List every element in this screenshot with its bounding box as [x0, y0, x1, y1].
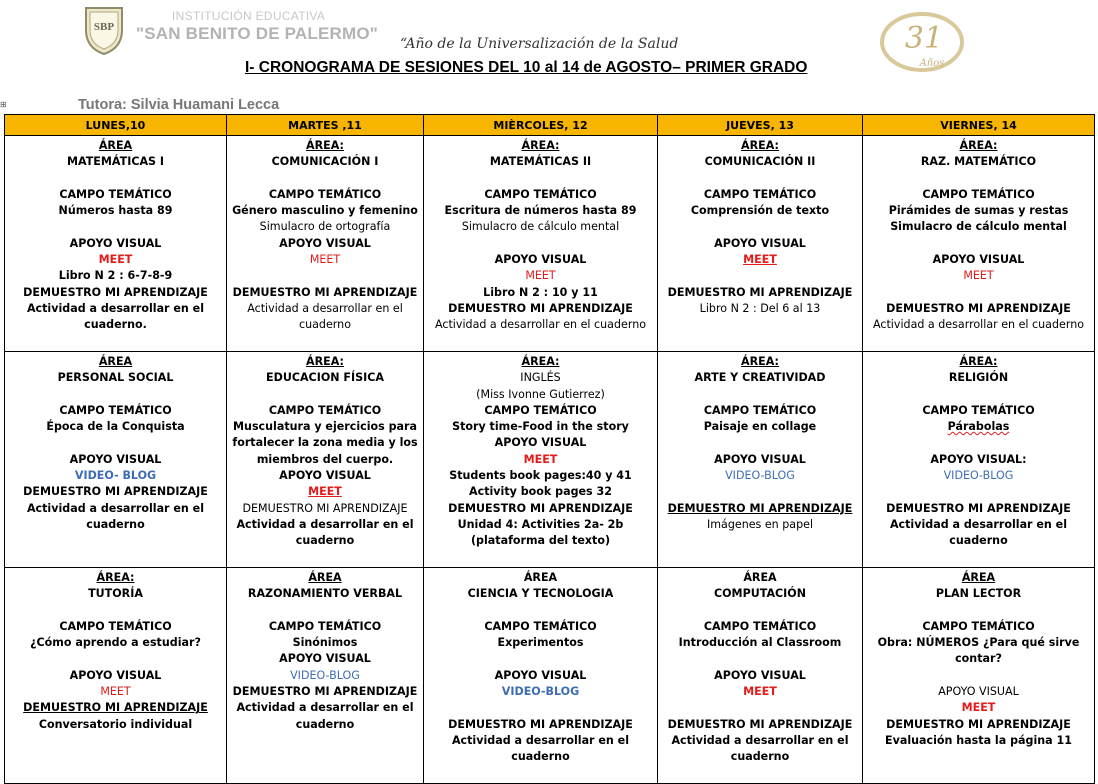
campo-label: CAMPO TEMÁTICO [268, 187, 382, 201]
area-name: COMUNICACIÓN I [271, 155, 379, 169]
area-name: ARTE Y CREATIVIDAD [694, 371, 826, 385]
session-cell [227, 136, 424, 352]
area-label: ÁREA [743, 571, 777, 584]
activity-text: Actividad a desarrollar en el cuaderno [671, 733, 849, 764]
demuestro-label: DEMUESTRO MI APRENDIZAJE [886, 501, 1071, 515]
area-name: CIENCIA Y TECNOLOGIA [467, 587, 614, 601]
campo-topic: Números hasta 89 [58, 204, 173, 218]
campo-topic: ¿Cómo aprendo a estudiar? [30, 636, 201, 650]
apoyo-label: APOYO VISUAL [932, 253, 1025, 267]
anniversary-badge [876, 10, 972, 74]
apoyo-label: APOYO VISUAL [938, 685, 1019, 699]
area-name: PLAN LECTOR [935, 587, 1022, 601]
apoyo-label: APOYO VISUAL [494, 668, 587, 682]
apoyo-value: MEET [743, 253, 777, 267]
campo-topic-extra: Simulacro de cálculo mental [461, 220, 620, 234]
session-cell [227, 352, 424, 568]
campo-label: CAMPO TEMÁTICO [268, 619, 382, 633]
school-crest-logo [82, 4, 126, 56]
campo-label: CAMPO TEMÁTICO [484, 619, 597, 633]
apoyo-label: APOYO VISUAL [714, 236, 806, 250]
area-name: INGLÉS [520, 371, 561, 385]
institution-label: INSTITUCIÓN EDUCATIVA [172, 9, 326, 23]
apoyo-value: MEET [98, 253, 133, 267]
badge-number: 31 [904, 21, 944, 56]
area-label: ÁREA: [521, 355, 560, 368]
year-motto: “Año de la Universalización de la Salud [400, 36, 679, 52]
day-header: MIÈRCOLES, 12 [424, 115, 658, 136]
apoyo-label: APOYO VISUAL [279, 469, 371, 483]
schedule-table [4, 114, 1095, 784]
apoyo-label: APOYO VISUAL [69, 668, 162, 682]
activity-text: Imágenes en papel [706, 517, 814, 531]
crest-letters: SBP [93, 21, 115, 33]
area-label: ÁREA: [306, 139, 344, 152]
area-label: ÁREA: [959, 139, 998, 152]
campo-label: CAMPO TEMÁTICO [922, 403, 1035, 417]
area-name: COMUNICACIÓN II [704, 155, 816, 169]
campo-label: CAMPO TEMÁTICO [484, 187, 597, 201]
apoyo-value: MEET [743, 685, 777, 699]
campo-label: CAMPO TEMÁTICO [59, 403, 172, 417]
area-name: MATEMÁTICAS II [489, 155, 592, 169]
apoyo-label: APOYO VISUAL [69, 236, 162, 250]
campo-label: CAMPO TEMÁTICO [703, 187, 817, 201]
day-header: JUEVES, 13 [658, 115, 863, 136]
book-pages: Libro N 2 : 6-7-8-9 [58, 269, 173, 283]
campo-label: CAMPO TEMÁTICO [922, 187, 1035, 201]
campo-topic: Comprensión de texto [690, 204, 830, 218]
apoyo-label: APOYO VISUAL [69, 452, 162, 466]
activity-text: Actividad a desarrollar en el cuaderno. [26, 301, 205, 332]
demuestro-label: DEMUESTRO MI APRENDIZAJE [667, 501, 853, 515]
activity-text: Evaluación hasta la página 11 [885, 733, 1072, 747]
session-cell [863, 568, 1095, 784]
demuestro-label: DEMUESTRO MI APRENDIZAJE [667, 285, 853, 299]
apoyo-label: APOYO VISUAL [494, 436, 587, 450]
apoyo-value: MEET [309, 253, 341, 267]
activity-text: Libro N 2 : Del 6 al 13 [699, 301, 821, 315]
demuestro-label: DEMUESTRO MI APRENDIZAJE [23, 701, 208, 715]
apoyo-value: MEET [525, 269, 556, 283]
apoyo-value: MEET [100, 685, 131, 699]
area-name: COMPUTACIÓN [713, 587, 807, 601]
campo-topic: Experimentos [497, 636, 584, 650]
campo-topic: Pirámides de sumas y restas [888, 204, 1069, 218]
campo-label: CAMPO TEMÁTICO [703, 619, 817, 633]
apoyo-value: VIDEO-BLOG [290, 668, 360, 682]
day-header-row [5, 115, 1095, 136]
apoyo-value: MEET [963, 269, 994, 283]
area-name: TUTORÍA [88, 587, 143, 601]
demuestro-label: DEMUESTRO MI APRENDIZAJE [448, 301, 633, 315]
demuestro-label: DEMUESTRO MI APRENDIZAJE [232, 685, 418, 699]
area-name: RAZ. MATEMÁTICO [920, 155, 1037, 169]
apoyo-label: APOYO VISUAL [279, 236, 371, 250]
session-cell [5, 136, 227, 352]
teacher-name: (Miss Ivonne Gutierrez) [476, 387, 605, 401]
apoyo-value: MEET [523, 452, 558, 466]
campo-topic: Época de la Conquista [46, 420, 185, 434]
area-label: ÁREA [98, 139, 133, 152]
area-label: ÁREA [308, 571, 342, 584]
page-title: I- CRONOGRAMA DE SESIONES DEL 10 al 14 de AGOSTO– PRIMER GRADO [245, 59, 808, 76]
area-name: MATEMÁTICAS I [66, 155, 165, 169]
table-anchor-icon: ⊞ [0, 100, 7, 109]
activity-text: Conversatorio individual [38, 717, 193, 731]
area-name: RELIGIÓN [948, 371, 1009, 385]
campo-label: CAMPO TEMÁTICO [268, 403, 382, 417]
session-cell [658, 136, 863, 352]
activity-text: Actividad a desarrollar en el cuaderno [451, 733, 630, 764]
apoyo-label: APOYO VISUAL [494, 253, 587, 267]
area-name: PERSONAL SOCIAL [57, 371, 174, 385]
campo-label: CAMPO TEMÁTICO [703, 403, 817, 417]
session-cell [227, 568, 424, 784]
campo-topic: Párabolas [947, 420, 1010, 434]
campo-topic: Introducción al Classroom [678, 636, 842, 650]
badge-subtext: Años [919, 58, 945, 69]
demuestro-label: DEMUESTRO MI APRENDIZAJE [23, 285, 208, 299]
area-label: ÁREA: [741, 355, 779, 368]
session-cell [5, 352, 227, 568]
activity-text: Actividad a desarrollar en el cuaderno [236, 517, 414, 548]
campo-label: CAMPO TEMÁTICO [59, 619, 172, 633]
apoyo-value: MEET [308, 485, 342, 499]
campo-label: CAMPO TEMÁTICO [59, 187, 172, 201]
campo-topic: Story time-Food in the story [452, 420, 629, 434]
apoyo-value: VIDEO- BLOG [74, 469, 157, 483]
campo-topic-extra: Simulacro de cálculo mental [890, 220, 1067, 234]
demuestro-label: DEMUESTRO MI APRENDIZAJE [448, 717, 633, 731]
activity-text: Actividad a desarrollar en el cuaderno [26, 501, 205, 531]
apoyo-label: APOYO VISUAL [714, 668, 806, 682]
demuestro-label: DEMUESTRO MI APRENDIZAJE [448, 501, 633, 515]
apoyo-value: VIDEO-BLOG [501, 685, 580, 699]
activity-text: Actividad a desarrollar en el cuaderno [889, 517, 1068, 548]
book-pages: Students book pages:40 y 41 [449, 469, 632, 483]
day-header: VIERNES, 14 [863, 115, 1095, 136]
schedule-row [5, 136, 1095, 352]
book-pages-extra: Activity book pages 32 [469, 485, 612, 499]
area-name: EDUCACION FÍSICA [266, 371, 384, 385]
area-label: ÁREA [523, 571, 558, 584]
apoyo-label: APOYO VISUAL [279, 652, 371, 666]
campo-topic-extra: Simulacro de ortografía [259, 220, 391, 234]
session-cell [424, 136, 658, 352]
activity-text: Unidad 4: Activities 2a- 2b (plataforma del texto) [457, 517, 624, 548]
campo-topic: Escritura de números hasta 89 [444, 204, 637, 218]
campo-label: CAMPO TEMÁTICO [922, 619, 1035, 633]
area-label: ÁREA: [96, 571, 135, 584]
demuestro-label: DEMUESTRO MI APRENDIZAJE [23, 485, 208, 499]
session-cell [658, 352, 863, 568]
session-cell [424, 352, 658, 568]
campo-topic: Musculatura y ejercicios para fortalecer la zona media y los miembros del cuerpo. [232, 420, 418, 466]
apoyo-label: APOYO VISUAL: [930, 452, 1027, 466]
campo-topic: Género masculino y femenino [232, 204, 418, 218]
area-label: ÁREA [98, 355, 133, 368]
demuestro-label: DEMUESTRO MI APRENDIZAJE [232, 285, 418, 299]
campo-label: CAMPO TEMÁTICO [484, 403, 597, 417]
demuestro-label: DEMUESTRO MI APRENDIZAJE [886, 717, 1071, 731]
session-cell [863, 136, 1095, 352]
day-header: MARTES ,11 [227, 115, 424, 136]
institution-name: "SAN BENITO DE PALERMO" [136, 24, 379, 43]
area-label: ÁREA: [521, 139, 560, 152]
session-cell [658, 568, 863, 784]
campo-topic: Paisaje en collage [703, 420, 817, 434]
apoyo-label: APOYO VISUAL [714, 452, 806, 466]
book-pages: Libro N 2 : 10 y 11 [483, 285, 598, 299]
area-label: ÁREA [961, 571, 996, 584]
demuestro-label: DEMUESTRO MI APRENDIZAJE [886, 301, 1071, 315]
apoyo-value: MEET [961, 701, 996, 715]
schedule-row [5, 568, 1095, 784]
activity-text: Actividad a desarrollar en el cuaderno [434, 318, 647, 332]
apoyo-value: VIDEO-BLOG [725, 469, 795, 483]
session-cell [863, 352, 1095, 568]
area-name: RAZONAMIENTO VERBAL [247, 587, 403, 601]
day-header: LUNES,10 [5, 115, 227, 136]
session-cell [5, 568, 227, 784]
schedule-row [5, 352, 1095, 568]
area-label: ÁREA: [306, 355, 344, 368]
area-label: ÁREA: [959, 355, 998, 368]
activity-text: Actividad a desarrollar en el cuaderno [247, 301, 403, 332]
session-cell [424, 568, 658, 784]
tutor-name: Tutora: Silvia Huamani Lecca [78, 97, 280, 113]
activity-text: Actividad a desarrollar en el cuaderno [872, 318, 1085, 332]
campo-topic: Obra: NÚMEROS ¿Para qué sirve contar? [877, 636, 1080, 666]
demuestro-label: DEMUESTRO MI APRENDIZAJE [667, 717, 853, 731]
area-label: ÁREA: [741, 139, 779, 152]
campo-topic: Sinónimos [292, 636, 358, 650]
demuestro-label: DEMUESTRO MI APRENDIZAJE [242, 501, 408, 515]
activity-text: Actividad a desarrollar en el cuaderno [236, 701, 414, 731]
apoyo-value: VIDEO-BLOG [943, 469, 1014, 483]
